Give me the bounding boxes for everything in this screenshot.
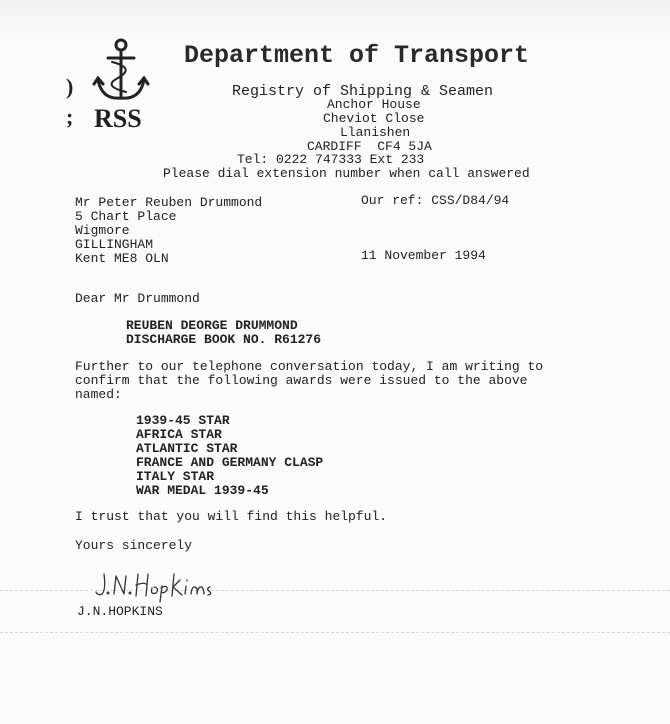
fold-line <box>0 632 670 634</box>
cropped-logo-mark: ; <box>66 104 74 129</box>
cropped-logo-mark: ) <box>66 74 74 99</box>
registry-name: Registry of Shipping & Seamen <box>232 83 494 100</box>
anchor-logo-icon <box>92 36 150 106</box>
paragraph-line: named: <box>75 387 122 402</box>
sign-off: Yours sincerely <box>75 538 193 553</box>
recipient-line: GILLINGHAM <box>75 237 154 252</box>
award-item: 1939-45 STAR <box>136 413 230 428</box>
handwritten-signature <box>94 568 224 608</box>
signatory-name: J.N.HOPKINS <box>77 604 163 619</box>
letter-date: 11 November 1994 <box>361 248 486 263</box>
discharge-book-number: DISCHARGE BOOK NO. R61276 <box>126 332 322 347</box>
telephone: Tel: 0222 747333 Ext 233 <box>237 152 425 167</box>
scan-edge <box>0 0 670 40</box>
paragraph-line: confirm that the following awards were issued to the above <box>75 373 528 388</box>
award-item: FRANCE AND GERMANY CLASP <box>136 455 324 470</box>
recipient-line: Mr Peter Reuben Drummond <box>75 195 263 210</box>
salutation: Dear Mr Drummond <box>75 291 200 306</box>
paragraph-line: Further to our telephone conversation today, I am writing to <box>75 359 544 374</box>
address-line: CARDIFF CF4 5JA <box>307 139 432 154</box>
our-reference: Our ref: CSS/D84/94 <box>361 193 510 208</box>
award-item: WAR MEDAL 1939-45 <box>136 483 269 498</box>
recipient-line: 5 Chart Place <box>75 209 177 224</box>
department-title: Department of Transport <box>184 41 530 70</box>
logo-text: RSS <box>94 104 142 133</box>
subject-name: REUBEN DEORGE DRUMMOND <box>126 318 298 333</box>
award-item: ITALY STAR <box>136 469 215 484</box>
address-line: Anchor House <box>327 97 421 112</box>
recipient-line: Kent ME8 OLN <box>75 251 169 266</box>
closing-line: I trust that you will find this helpful. <box>75 509 388 524</box>
recipient-line: Wigmore <box>75 223 130 238</box>
dial-note: Please dial extension number when call answered <box>163 166 530 181</box>
address-line: Cheviot Close <box>323 111 425 126</box>
address-line: Llanishen <box>340 125 411 140</box>
award-item: ATLANTIC STAR <box>136 441 238 456</box>
award-item: AFRICA STAR <box>136 427 222 442</box>
